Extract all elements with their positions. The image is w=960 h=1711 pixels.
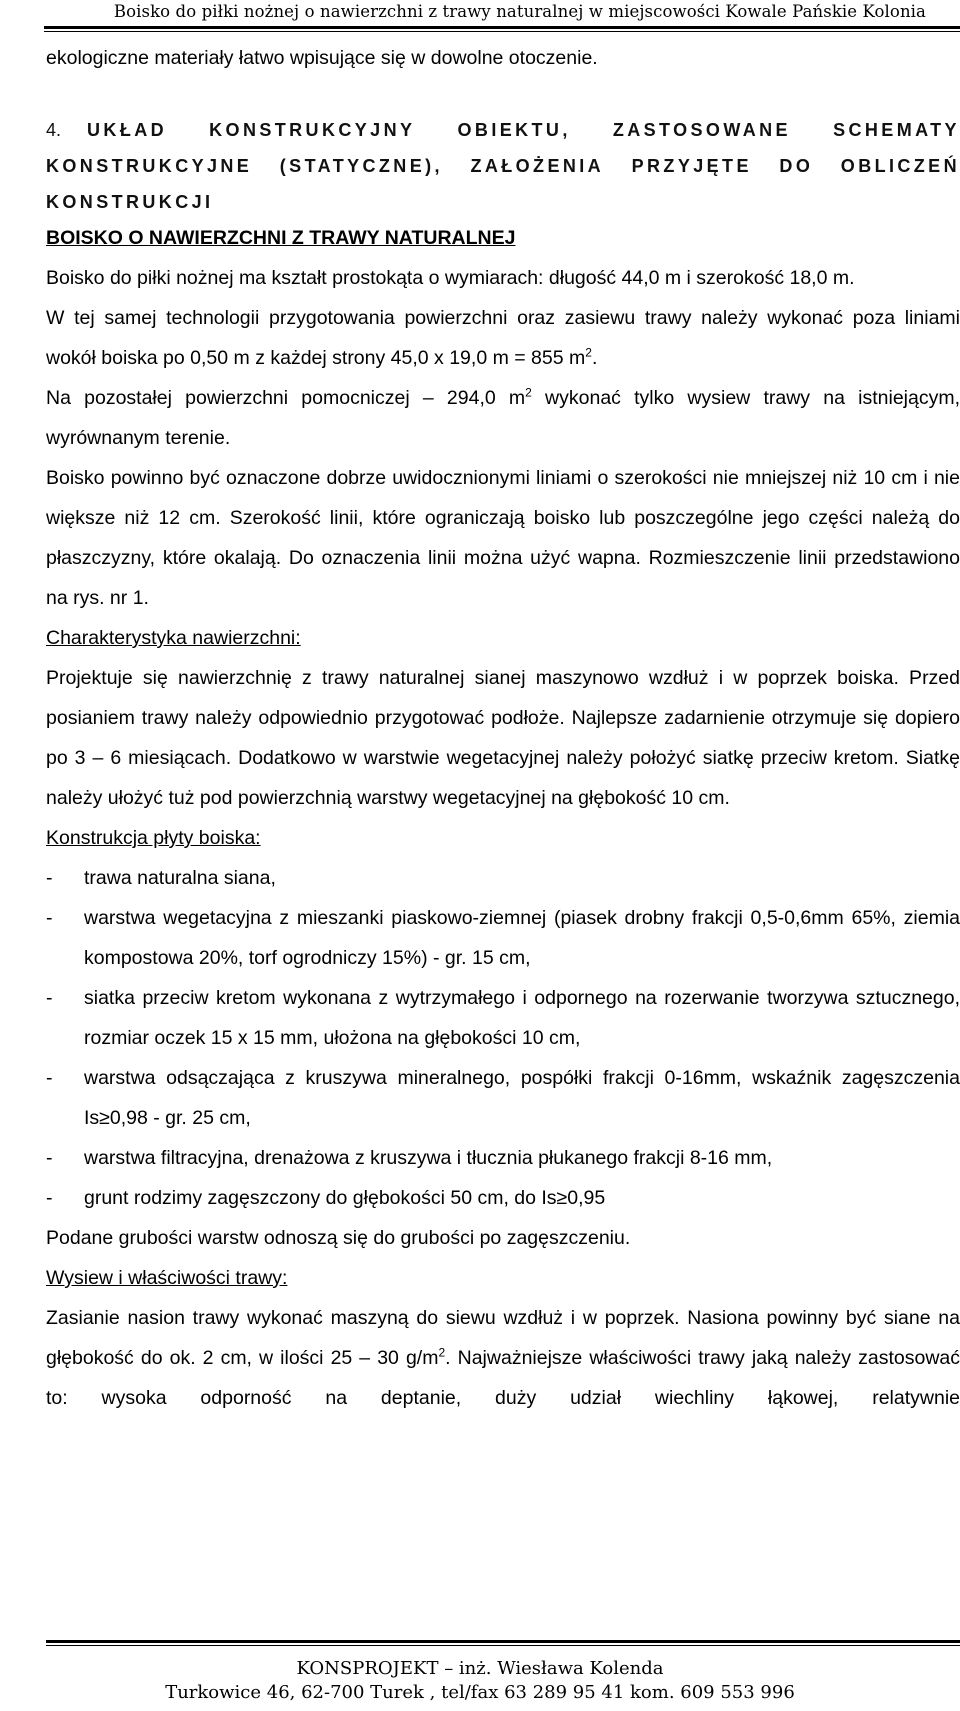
list-item-text: trawa naturalna siana, — [84, 867, 276, 889]
list-item-text: siatka przeciw kretom wykonana z wytrzymałego i odpornego na rozerwanie tworzywa sztucznego, rozmiar oczek 15 x 15 mm, ułożona na głębokości 10 cm, — [84, 987, 960, 1049]
heading-word: (STATYCZNE), — [279, 156, 443, 176]
list-dash: - — [46, 1147, 53, 1169]
heading-word: ZAŁOŻENIA — [470, 156, 605, 176]
superscript: 2 — [525, 385, 532, 400]
list-item-text: grunt rodzimy zagęszczony do głębokości 50 cm, do Is≥0,95 — [84, 1187, 606, 1209]
paragraph-text: wykonać tylko wysiew trawy na istniejącym, wyrównanym terenie. — [46, 387, 960, 449]
section-heading — [46, 112, 960, 220]
list-dash: - — [46, 987, 53, 1009]
heading-word: SCHEMATY — [833, 120, 960, 140]
paragraph-lines: Boisko powinno być oznaczone dobrze uwidocznionymi liniami o szerokości nie mniejszej niż 10 cm i nie większe niż 12 cm. Szerokość linii, które ograniczają boisko lub poszczególne jego części należą do płaszczyzny, które okalają. Do oznaczenia linii można użyć wapna. Rozmieszczenie linii przedstawiono na rys. nr 1. — [46, 467, 960, 609]
list-item — [46, 858, 960, 898]
list-dash: - — [46, 867, 53, 889]
footer-address: Turkowice 46, 62-700 Turek , tel/fax 63 289 95 41 kom. 609 553 996 — [165, 1682, 795, 1703]
intro-line: ekologiczne materiały łatwo wpisujące się w dowolne otoczenie. — [46, 47, 598, 69]
footer-rule-thin — [46, 1645, 960, 1646]
list-dash: - — [46, 1067, 53, 1089]
paragraph-auxiliary-area — [46, 378, 960, 458]
footer-company: KONSPROJEKT – inż. Wiesława Kolenda — [296, 1658, 664, 1679]
heading-word: OBLICZEŃ — [840, 156, 960, 176]
paragraph-sowing — [46, 1298, 960, 1418]
superscript: 2 — [438, 1345, 446, 1360]
heading-word: ZASTOSOWANE — [612, 120, 791, 140]
heading-surface-characteristics: Charakterystyka nawierzchni: — [46, 627, 301, 649]
list-item — [46, 1138, 960, 1178]
paragraph-dimensions: Boisko do piłki nożnej ma kształt prostokąta o wymiarach: długość 44,0 m i szerokość 18,0 m. — [46, 267, 855, 289]
list-dash: - — [46, 1187, 53, 1209]
paragraph-technology — [46, 298, 960, 378]
heading-word: DO — [779, 156, 814, 176]
heading-pitch-construction: Konstrukcja płyty boiska: — [46, 827, 261, 849]
section-number: 4. — [46, 120, 62, 140]
paragraph-text: . — [591, 347, 598, 369]
page-footer — [0, 1636, 960, 1711]
page-header — [0, 0, 960, 24]
subheading: BOISKO O NAWIERZCHNI Z TRAWY NATURALNEJ — [46, 227, 516, 249]
heading-word: PRZYJĘTE — [631, 156, 752, 176]
list-item — [46, 1058, 960, 1138]
header-rule — [44, 26, 960, 29]
header-rule-thin — [44, 31, 960, 32]
section-heading-row-1 — [46, 112, 960, 148]
document-body — [46, 38, 960, 78]
list-item — [46, 1178, 960, 1218]
layers-list — [46, 858, 960, 1218]
superscript: 2 — [585, 345, 592, 360]
heading-word: OBIEKTU, — [457, 120, 571, 140]
heading-sowing: Wysiew i właściwości trawy: — [46, 1267, 288, 1289]
paragraph-text: Zasianie nasion trawy wykonać maszyną do siewu wzdłuż i w poprzek. Nasiona powinny być siane na głębokość do ok. 2 cm, w ilości 25 – 30 g/m — [46, 1307, 960, 1369]
header-title: Boisko do piłki nożnej o nawierzchni z trawy naturalnej w miejscowości Kowale Pańskie Kolonia — [113, 2, 926, 21]
list-item-text: warstwa filtracyjna, drenażowa z kruszywa i tłucznia płukanego frakcji 8-16 mm, — [84, 1147, 773, 1169]
list-item-text: warstwa wegetacyjna z mieszanki piaskowo-ziemnej (piasek drobny frakcji 0,5-0,6mm 65%, ziemia kompostowa 20%, torf ogrodniczy 15%) - gr. 15 cm, — [84, 907, 960, 969]
paragraph-text: . Najważniejsze właściwości trawy jaką należy zastosować to: wysoka odporność na deptanie, duży udział wiechliny łąkowej, relatywnie — [46, 1347, 960, 1409]
footer-rule — [46, 1640, 960, 1643]
heading-word: KONSTRUKCJI — [46, 192, 214, 212]
list-item — [46, 898, 960, 978]
list-dash: - — [46, 907, 53, 929]
list-item — [46, 978, 960, 1058]
section-heading-row-3 — [46, 184, 960, 220]
heading-word: KONSTRUKCYJNY — [209, 120, 416, 140]
document-main-text — [46, 218, 960, 1418]
heading-word: KONSTRUKCYJNE — [46, 156, 253, 176]
paragraph-text: Na pozostałej powierzchni pomocniczej – 294,0 m — [46, 387, 526, 409]
list-item-text: warstwa odsączająca z kruszywa mineralnego, pospółki frakcji 0-16mm, wskaźnik zagęszczenia Is≥0,98 - gr. 25 cm, — [84, 1067, 960, 1129]
paragraph-surface: Projektuje się nawierzchnię z trawy naturalnej sianej maszynowo wzdłuż i w poprzek boiska. Przed posianiem trawy należy odpowiednio przygotować podłoże. Najlepsze zadarnienie otrzymuje się dopiero po 3 – 6 miesiącach. Dodatkowo w warstwie wegetacyjnej należy położyć siatkę przeciw kretom. Siatkę należy ułożyć tuż pod powierzchnią warstwy wegetacyjnej na głębokość 10 cm. — [46, 667, 960, 809]
heading-word: UKŁAD — [87, 120, 168, 140]
paragraph-thickness-note: Podane grubości warstw odnoszą się do grubości po zagęszczeniu. — [46, 1227, 631, 1249]
paragraph-text: W tej samej technologii przygotowania powierzchni oraz zasiewu trawy należy wykonać poza liniami wokół boiska po 0,50 m z każdej strony 45,0 x 19,0 m = 855 m — [46, 307, 960, 369]
section-heading-row-2 — [46, 148, 960, 184]
